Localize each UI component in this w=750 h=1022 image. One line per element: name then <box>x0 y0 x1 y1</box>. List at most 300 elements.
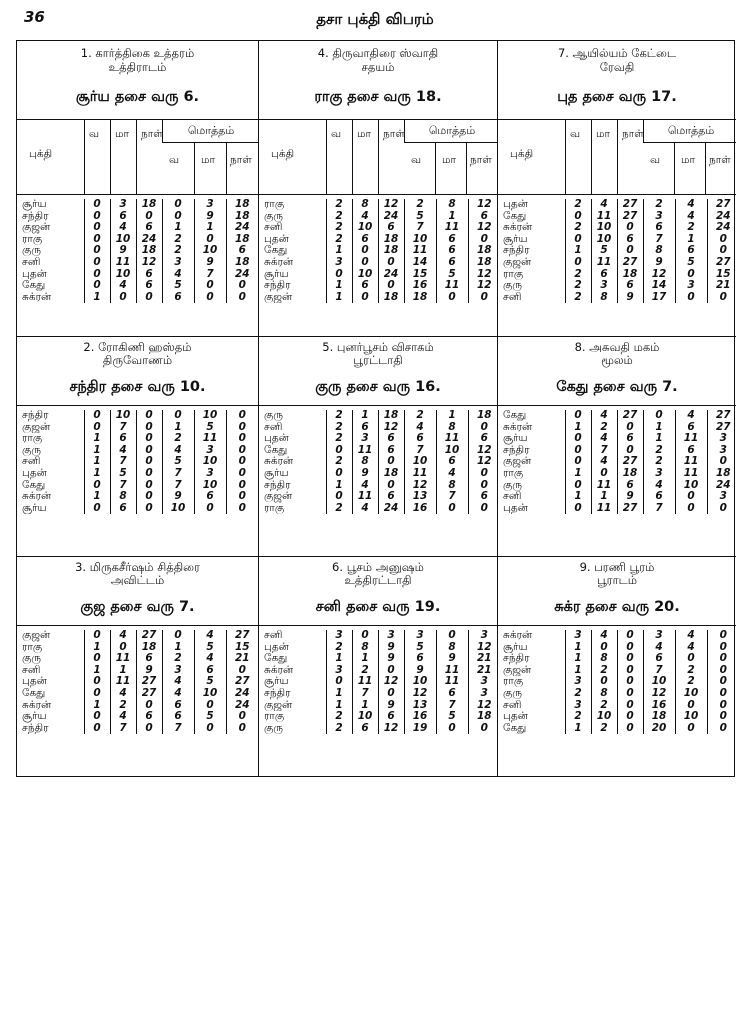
table-cell: 1 <box>565 468 591 480</box>
table-row <box>17 676 258 688</box>
table-cell: 11 <box>436 433 468 445</box>
bukti-planet: சனி <box>264 630 283 641</box>
table-cell: 12 <box>468 700 497 712</box>
table-cell: 3 <box>468 630 497 642</box>
table-cell: 1 <box>84 292 110 304</box>
table-row <box>259 503 497 515</box>
table-cell: 27 <box>707 199 736 211</box>
table-cell: 27 <box>617 211 643 223</box>
table-cell: 4 <box>162 445 194 457</box>
table-cell: 1 <box>84 433 110 445</box>
table-cell: 0 <box>136 503 162 515</box>
table-cell: 18 <box>468 711 497 723</box>
table-row <box>17 491 258 503</box>
table-cell: 2 <box>675 665 707 677</box>
table-cell: 10 <box>194 410 226 422</box>
table-row <box>498 257 736 269</box>
table-cell: 5 <box>194 422 226 434</box>
panel-number: 5. <box>322 340 334 354</box>
table-cell: 6 <box>352 280 378 292</box>
table-cell: 2 <box>591 665 617 677</box>
bukti-planet: குஜன் <box>22 421 51 433</box>
table-cell: 6 <box>436 245 468 257</box>
bukti-planet: ராகு <box>264 199 285 210</box>
table-cell: 6 <box>378 491 404 503</box>
panel-number: 7. <box>557 46 569 60</box>
panel-stars-1: திருவாதிரை ஸ்வாதி <box>332 46 439 60</box>
table-row <box>259 410 497 422</box>
table-row <box>498 292 736 304</box>
bukti-planet: குரு <box>264 722 284 734</box>
table-cell: 2 <box>326 433 352 445</box>
table-cell: 21 <box>468 665 497 677</box>
table-cell: 0 <box>84 280 110 292</box>
table-row <box>259 222 497 234</box>
table-cell: 1 <box>565 653 591 665</box>
table-cell: 5 <box>194 676 226 688</box>
table-cell: 0 <box>226 723 258 735</box>
bukti-planet: சந்திர <box>22 722 49 734</box>
table-row <box>17 234 258 246</box>
table-cell: 0 <box>226 665 258 677</box>
table-cell: 27 <box>707 422 736 434</box>
table-cell: 8 <box>352 199 378 211</box>
table-cell: 0 <box>136 480 162 492</box>
table-cell: 0 <box>352 292 378 304</box>
table-row <box>498 665 736 677</box>
table-cell: 0 <box>84 257 110 269</box>
table-cell: 12 <box>404 480 436 492</box>
panel-dasa-title: சனி தசை வரு 19. <box>315 599 441 615</box>
bukti-planet: ராகு <box>22 233 43 245</box>
table-cell: 1 <box>565 723 591 735</box>
table-cell: 0 <box>675 700 707 712</box>
table-cell: 3 <box>162 665 194 677</box>
table-cell: 11 <box>194 433 226 445</box>
table-cell: 18 <box>378 468 404 480</box>
table-row <box>498 269 736 281</box>
table-cell: 4 <box>110 711 136 723</box>
bukti-planet: ராகு <box>22 641 43 653</box>
table-cell: 2 <box>326 410 352 422</box>
table-cell: 6 <box>378 222 404 234</box>
bukti-planet: புதன் <box>22 467 47 479</box>
table-cell: 7 <box>162 468 194 480</box>
table-cell: 0 <box>326 445 352 457</box>
table-cell: 5 <box>436 269 468 281</box>
table-cell: 0 <box>226 410 258 422</box>
table-cell: 1 <box>352 700 378 712</box>
table-cell: 2 <box>326 723 352 735</box>
bukti-planet: குஜன் <box>22 630 51 641</box>
bukti-planet: குஜன் <box>503 664 532 676</box>
table-cell: 2 <box>326 222 352 234</box>
table-cell: 7 <box>404 222 436 234</box>
table-cell: 3 <box>675 280 707 292</box>
table-cell: 4 <box>352 503 378 515</box>
table-cell: 27 <box>226 676 258 688</box>
table-cell: 0 <box>226 468 258 480</box>
panel-number: 3. <box>75 560 87 574</box>
table-cell: 0 <box>675 503 707 515</box>
table-cell: 12 <box>378 199 404 211</box>
table-cell: 1 <box>565 642 591 654</box>
table-cell: 19 <box>404 723 436 735</box>
table-row <box>498 445 736 457</box>
table-cell: 0 <box>436 723 468 735</box>
table-cell: 0 <box>565 503 591 515</box>
table-cell: 3 <box>643 211 675 223</box>
panel-4 <box>258 41 497 336</box>
table-cell: 6 <box>617 234 643 246</box>
table-cell: 6 <box>436 234 468 246</box>
table-cell: 0 <box>675 653 707 665</box>
table-cell: 4 <box>436 468 468 480</box>
table-cell: 5 <box>436 711 468 723</box>
table-cell: 6 <box>226 245 258 257</box>
table-cell: 3 <box>707 491 736 503</box>
bukti-table <box>259 630 497 734</box>
table-cell: 0 <box>707 711 736 723</box>
bukti-planet: சுக்ரன் <box>264 256 294 268</box>
table-cell: 3 <box>110 199 136 211</box>
table-row <box>17 653 258 665</box>
table-cell: 0 <box>565 480 591 492</box>
panel-stars-1: பூசம் அனுஷம் <box>346 560 424 574</box>
bukti-planet: சந்திர <box>264 280 291 292</box>
table-cell: 12 <box>468 280 497 292</box>
table-cell: 3 <box>326 630 352 642</box>
table-cell: 0 <box>436 503 468 515</box>
bukti-planet: சுக்ரன் <box>22 291 52 303</box>
bukti-planet: கேது <box>22 479 46 491</box>
table-cell: 7 <box>110 456 136 468</box>
table-cell: 1 <box>162 422 194 434</box>
table-cell: 9 <box>436 653 468 665</box>
table-row <box>498 503 736 515</box>
table-cell: 0 <box>707 700 736 712</box>
table-cell: 1 <box>84 642 110 654</box>
panel-stars-1: ஆயில்யம் கேட்டை <box>572 46 676 60</box>
panel-dasa-title: கேது தசை வரு 7. <box>556 379 678 395</box>
table-cell: 10 <box>675 711 707 723</box>
table-cell: 2 <box>110 700 136 712</box>
table-cell: 24 <box>226 222 258 234</box>
table-cell: 3 <box>643 468 675 480</box>
table-cell: 0 <box>84 199 110 211</box>
table-cell: 27 <box>617 257 643 269</box>
table-cell: 27 <box>136 688 162 700</box>
table-cell: 10 <box>404 234 436 246</box>
table-row <box>498 280 736 292</box>
table-row <box>498 630 736 642</box>
table-row <box>17 445 258 457</box>
table-cell: 24 <box>226 269 258 281</box>
table-cell: 0 <box>565 445 591 457</box>
table-row <box>259 280 497 292</box>
table-cell: 3 <box>194 445 226 457</box>
bukti-table <box>17 410 258 514</box>
table-cell: 6 <box>404 433 436 445</box>
bukti-planet: குஜன் <box>264 291 293 303</box>
table-cell: 5 <box>404 642 436 654</box>
table-cell: 3 <box>162 257 194 269</box>
table-cell: 1 <box>436 410 468 422</box>
table-cell: 2 <box>162 653 194 665</box>
table-cell: 0 <box>617 711 643 723</box>
table-cell: 5 <box>591 245 617 257</box>
panel-dasa-title: ராகு தசை வரு 18. <box>314 89 442 105</box>
table-cell: 6 <box>404 653 436 665</box>
bukti-planet: புதன் <box>22 676 47 688</box>
table-cell: 18 <box>226 257 258 269</box>
table-cell: 7 <box>110 480 136 492</box>
panel-number: 1. <box>80 46 92 60</box>
table-cell: 10 <box>194 688 226 700</box>
table-row <box>17 257 258 269</box>
table-row <box>498 410 736 422</box>
bukti-planet: சூர்ய <box>22 711 47 723</box>
panel-stars-2: அவிட்டம் <box>110 573 165 587</box>
table-row <box>259 211 497 223</box>
table-cell: 7 <box>162 723 194 735</box>
table-cell: 27 <box>617 503 643 515</box>
table-cell: 1 <box>326 480 352 492</box>
panel-2 <box>17 336 258 556</box>
page-title: தசா புக்தி விபரம் <box>316 10 434 28</box>
table-cell: 0 <box>707 642 736 654</box>
table-cell: 10 <box>194 456 226 468</box>
table-cell: 8 <box>591 292 617 304</box>
table-cell: 0 <box>84 723 110 735</box>
table-cell: 0 <box>226 280 258 292</box>
table-row <box>259 491 497 503</box>
table-row <box>259 665 497 677</box>
table-cell: 10 <box>162 503 194 515</box>
table-cell: 0 <box>226 456 258 468</box>
bukti-table <box>498 410 736 514</box>
table-cell: 0 <box>565 410 591 422</box>
table-cell: 1 <box>643 422 675 434</box>
table-cell: 1 <box>352 653 378 665</box>
table-cell: 24 <box>226 688 258 700</box>
bukti-planet: சூர்ய <box>264 268 289 280</box>
table-cell: 18 <box>468 257 497 269</box>
table-cell: 1 <box>675 234 707 246</box>
column-header: புக்தி வ மா நாள் மொத்தம் வ மா நாள் <box>498 120 736 195</box>
table-cell: 12 <box>643 269 675 281</box>
table-cell: 27 <box>617 199 643 211</box>
table-cell: 1 <box>84 445 110 457</box>
table-cell: 18 <box>707 468 736 480</box>
table-cell: 2 <box>565 222 591 234</box>
table-cell: 2 <box>162 245 194 257</box>
table-row <box>259 688 497 700</box>
table-cell: 3 <box>565 630 591 642</box>
table-cell: 12 <box>136 257 162 269</box>
table-cell: 4 <box>591 410 617 422</box>
table-cell: 0 <box>226 480 258 492</box>
table-cell: 2 <box>565 688 591 700</box>
table-cell: 27 <box>136 630 162 642</box>
table-cell: 0 <box>226 491 258 503</box>
bukti-planet: புதன் <box>264 433 289 445</box>
table-cell: 9 <box>194 211 226 223</box>
table-row <box>259 234 497 246</box>
table-cell: 4 <box>591 456 617 468</box>
table-row <box>259 653 497 665</box>
table-cell: 10 <box>110 234 136 246</box>
table-cell: 13 <box>404 700 436 712</box>
table-row <box>17 723 258 735</box>
panel-6 <box>258 556 497 776</box>
table-cell: 12 <box>468 445 497 457</box>
table-row <box>17 480 258 492</box>
table-cell: 10 <box>110 410 136 422</box>
table-cell: 2 <box>326 456 352 468</box>
table-cell: 0 <box>226 711 258 723</box>
table-cell: 0 <box>226 433 258 445</box>
table-row <box>259 456 497 468</box>
table-cell: 6 <box>468 491 497 503</box>
table-cell: 3 <box>591 280 617 292</box>
table-cell: 1 <box>591 491 617 503</box>
bukti-planet: ராகு <box>264 711 285 723</box>
bukti-planet: கேது <box>503 210 527 222</box>
table-cell: 0 <box>162 199 194 211</box>
table-cell: 2 <box>591 723 617 735</box>
table-cell: 27 <box>136 676 162 688</box>
table-cell: 6 <box>136 653 162 665</box>
table-cell: 0 <box>617 422 643 434</box>
bukti-planet: கேது <box>503 722 527 734</box>
table-cell: 1 <box>110 665 136 677</box>
table-cell: 11 <box>110 676 136 688</box>
table-cell: 12 <box>404 688 436 700</box>
table-cell: 0 <box>707 503 736 515</box>
table-cell: 4 <box>352 480 378 492</box>
table-cell: 18 <box>136 245 162 257</box>
table-cell: 0 <box>378 257 404 269</box>
table-cell: 16 <box>404 280 436 292</box>
table-cell: 0 <box>136 292 162 304</box>
table-cell: 0 <box>591 676 617 688</box>
bukti-table <box>498 199 736 303</box>
table-row <box>498 688 736 700</box>
table-cell: 0 <box>194 234 226 246</box>
table-cell: 3 <box>352 433 378 445</box>
panel-dasa-title: குஜ தசை வரு 7. <box>80 599 195 615</box>
bukti-planet: சனி <box>264 222 283 234</box>
table-cell: 0 <box>84 234 110 246</box>
bukti-planet: சுக்ரன் <box>264 456 294 468</box>
table-row <box>498 700 736 712</box>
table-cell: 6 <box>162 711 194 723</box>
table-cell: 0 <box>707 688 736 700</box>
table-cell: 0 <box>136 211 162 223</box>
bukti-planet: புதன் <box>264 233 289 245</box>
table-cell: 7 <box>643 503 675 515</box>
table-cell: 9 <box>617 292 643 304</box>
table-cell: 9 <box>617 491 643 503</box>
table-row <box>498 422 736 434</box>
panel-stars-2: மூலம் <box>601 353 633 367</box>
table-cell: 11 <box>591 480 617 492</box>
table-row <box>498 199 736 211</box>
table-cell: 12 <box>468 199 497 211</box>
bukti-planet: கேது <box>264 444 288 456</box>
table-cell: 9 <box>162 491 194 503</box>
bukti-table <box>17 630 258 734</box>
bukti-planet: சனி <box>503 291 522 303</box>
table-cell: 2 <box>162 234 194 246</box>
table-cell: 20 <box>643 723 675 735</box>
table-cell: 0 <box>617 445 643 457</box>
bukti-planet: புதன் <box>264 641 289 653</box>
table-row <box>259 292 497 304</box>
table-cell: 18 <box>226 199 258 211</box>
bukti-table <box>498 630 736 734</box>
table-cell: 8 <box>352 456 378 468</box>
bukti-planet: புதன் <box>503 711 528 723</box>
table-cell: 2 <box>326 422 352 434</box>
table-row <box>17 433 258 445</box>
bukti-planet: சூர்ய <box>264 467 289 479</box>
table-cell: 0 <box>136 410 162 422</box>
table-cell: 11 <box>352 445 378 457</box>
table-cell: 0 <box>468 234 497 246</box>
panel-stars-2: உத்திரட்டாதி <box>344 573 412 587</box>
table-cell: 18 <box>617 269 643 281</box>
table-cell: 6 <box>436 257 468 269</box>
table-cell: 11 <box>352 491 378 503</box>
table-cell: 0 <box>84 653 110 665</box>
bukti-planet: சனி <box>503 491 522 503</box>
table-cell: 7 <box>404 445 436 457</box>
table-cell: 0 <box>84 211 110 223</box>
table-row <box>259 711 497 723</box>
table-cell: 4 <box>643 480 675 492</box>
panel-stars-1: மிருகசீர்ஷம் சித்திரை <box>89 560 200 574</box>
table-cell: 1 <box>84 468 110 480</box>
table-cell: 2 <box>565 280 591 292</box>
table-cell: 0 <box>136 723 162 735</box>
table-cell: 2 <box>162 433 194 445</box>
table-cell: 1 <box>436 211 468 223</box>
table-cell: 5 <box>404 211 436 223</box>
column-header: புக்தி வ மா நாள் மொத்தம் வ மா நாள் <box>259 120 497 195</box>
table-cell: 1 <box>565 245 591 257</box>
table-cell: 6 <box>436 456 468 468</box>
panel-stars-2: பூரட்டாதி <box>353 353 403 367</box>
table-cell: 0 <box>84 688 110 700</box>
table-row <box>259 723 497 735</box>
table-row <box>498 222 736 234</box>
table-cell: 4 <box>404 422 436 434</box>
table-cell: 6 <box>617 433 643 445</box>
panel-1 <box>17 41 258 336</box>
table-cell: 6 <box>352 422 378 434</box>
table-cell: 11 <box>591 503 617 515</box>
bukti-planet: குரு <box>503 280 523 292</box>
table-cell: 12 <box>378 676 404 688</box>
table-cell: 0 <box>136 491 162 503</box>
panel-stars-2: திருவோணம் <box>102 353 173 367</box>
table-row <box>498 211 736 223</box>
table-cell: 5 <box>110 468 136 480</box>
table-cell: 10 <box>591 234 617 246</box>
table-cell: 11 <box>436 665 468 677</box>
